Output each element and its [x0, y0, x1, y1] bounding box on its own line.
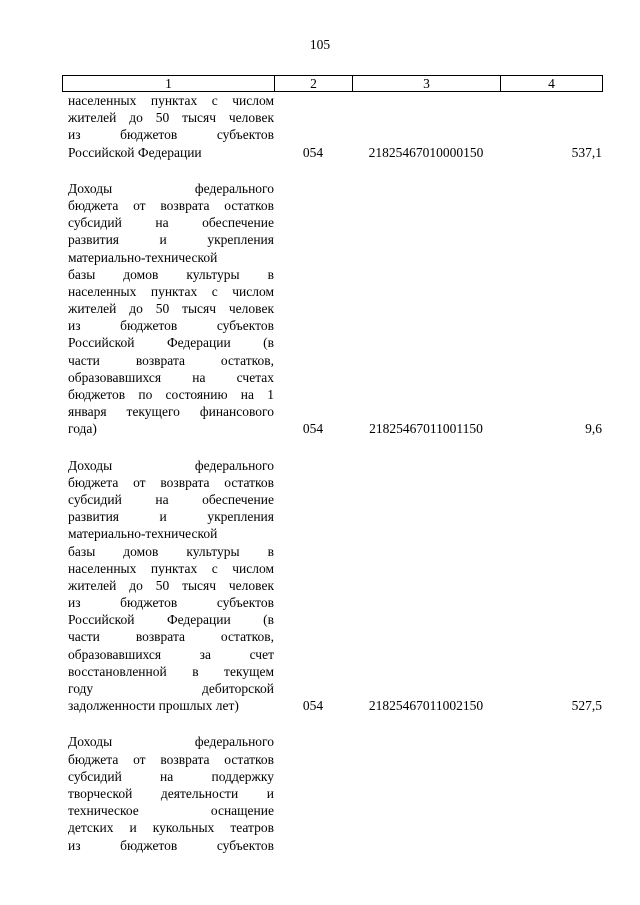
description-line: бюджетов по состоянию на 1 [68, 387, 274, 402]
admin-code: 054 [302, 144, 324, 160]
admin-code: 054 [302, 698, 324, 714]
description-line: бюджета от возврата остатков [68, 474, 274, 490]
budget-classification-code: 21825467011002150 [368, 698, 484, 714]
column-header-2: 2 [275, 76, 353, 92]
description-line: части возврата остатков, [68, 352, 274, 368]
column-header-table [62, 75, 603, 92]
description-line: года) [68, 421, 97, 437]
table-row [62, 457, 602, 715]
row-description [68, 180, 274, 438]
description-line: субсидий на поддержку [68, 768, 274, 784]
description-line: Российской Федерации [68, 144, 202, 160]
description-line: техническое оснащение [68, 803, 274, 819]
description-line: из бюджетов субъектов [68, 837, 274, 853]
description-line: бюджета от возврата остатков [68, 751, 274, 767]
description-line: жителей до 50 тысяч человек [68, 577, 274, 593]
description-line: образовавшихся на счетах [68, 369, 274, 385]
description-line: населенных пунктах с числом [68, 283, 274, 299]
description-line: образовавшихся за счет [68, 646, 274, 662]
description-line: развития и укрепления [68, 232, 274, 248]
row-description [68, 457, 274, 715]
description-line: году дебиторской [68, 681, 274, 696]
description-line: задолженности прошлых лет) [68, 698, 239, 714]
description-line: Доходы федерального [68, 457, 274, 473]
description-line: Российской Федерации (в [68, 612, 274, 628]
row-description [68, 92, 274, 161]
description-line: материально-технической [68, 526, 218, 542]
budget-classification-code: 21825467011001150 [369, 421, 483, 437]
table-body [62, 92, 602, 873]
description-line: бюджета от возврата остатков [68, 197, 274, 213]
description-line: жителей до 50 тысяч человек [68, 110, 274, 126]
description-line: материально-технической [68, 249, 218, 265]
description-line: части возврата остатков, [68, 629, 274, 645]
description-line: из бюджетов субъектов [68, 595, 274, 611]
table-row [62, 180, 602, 438]
amount: 537,1 [571, 144, 602, 160]
budget-classification-code: 21825467010000150 [368, 144, 484, 160]
description-line: детских и кукольных театров [68, 820, 274, 836]
column-header-4: 4 [501, 76, 603, 92]
description-line: из бюджетов субъектов [68, 318, 274, 334]
amount: 9,6 [585, 421, 602, 437]
description-line: базы домов культуры в [68, 266, 274, 282]
description-line: Доходы федерального [68, 180, 274, 196]
description-line: населенных пунктах с числом [68, 93, 274, 108]
column-header-1: 1 [63, 76, 275, 92]
page-number: 105 [309, 37, 331, 52]
description-line: Доходы федерального [68, 734, 274, 750]
description-line: субсидий на обеспечение [68, 491, 274, 507]
description-line: Российской Федерации (в [68, 335, 274, 351]
column-header-row [63, 76, 603, 92]
table-row [62, 733, 602, 853]
description-line: творческой деятельности и [68, 785, 274, 801]
description-line: населенных пунктах с числом [68, 560, 274, 576]
column-header-3: 3 [353, 76, 501, 92]
amount: 527,5 [571, 698, 602, 714]
description-line: января текущего финансового [68, 404, 274, 420]
table-row [62, 92, 602, 161]
description-line: из бюджетов субъектов [68, 127, 274, 143]
description-line: субсидий на обеспечение [68, 215, 274, 231]
description-line: восстановленной в текущем [68, 663, 274, 679]
row-description [68, 733, 274, 853]
admin-code: 054 [302, 421, 324, 437]
description-line: базы домов культуры в [68, 543, 274, 559]
description-line: развития и укрепления [68, 509, 274, 525]
description-line: жителей до 50 тысяч человек [68, 301, 274, 317]
